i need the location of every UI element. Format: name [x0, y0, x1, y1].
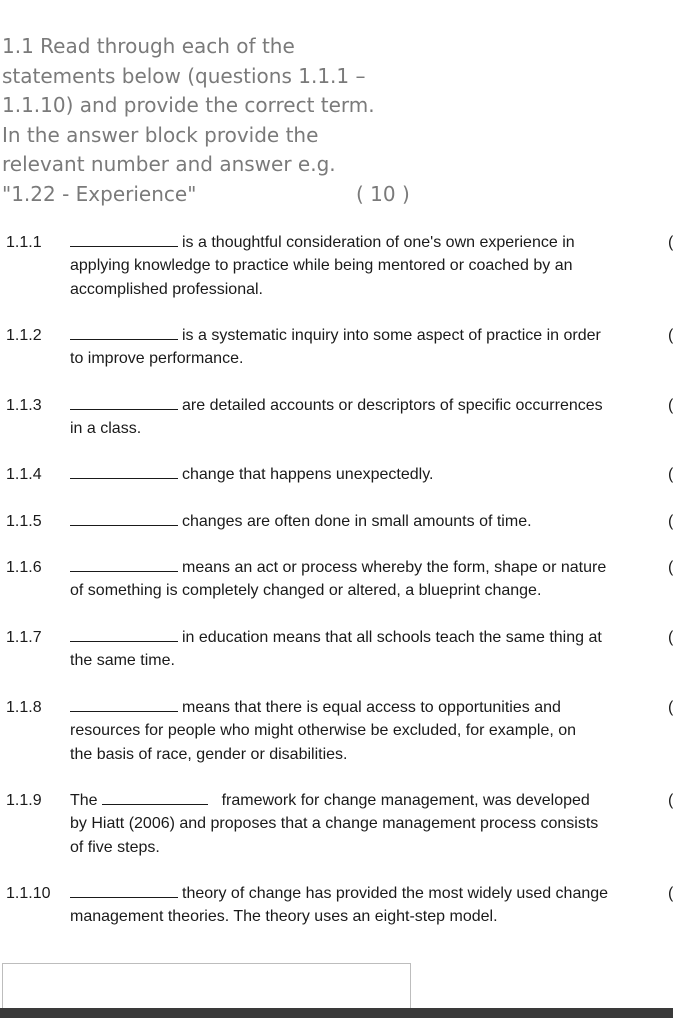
answer-blank: [70, 463, 178, 479]
question-line: of something is completely changed or altered, a blueprint change.: [70, 582, 542, 600]
question-line: is a thoughtful consideration of one's own experience in: [182, 234, 575, 251]
question-text: [70, 231, 653, 301]
question-line: in education means that all schools teach the same thing at: [182, 629, 602, 646]
instruction-line: 1.1 Read through each of the: [2, 34, 295, 58]
mark-bracket: (: [668, 559, 673, 576]
question-text: [70, 324, 653, 371]
answer-blank: [70, 556, 178, 572]
question-line: is a systematic inquiry into some aspect of practice in order: [182, 327, 601, 344]
question-text: [70, 394, 653, 441]
answer-blank: [70, 231, 178, 247]
question-line: accomplished professional.: [70, 280, 263, 298]
instruction-line: statements below (questions 1.1.1 –: [2, 63, 366, 88]
mark-bracket: (: [668, 397, 673, 414]
bottom-bar: [0, 1008, 673, 1018]
question-number: 1.1.1: [6, 234, 42, 251]
question-line: by Hiatt (2006) and proposes that a change management process consists: [70, 815, 599, 833]
question-line: means an act or process whereby the form, shape or nature: [182, 559, 607, 576]
question-line: to improve performance.: [70, 350, 244, 368]
answer-blank: [70, 510, 178, 526]
mark-bracket: (: [668, 629, 673, 646]
question-line: framework for change management, was developed: [221, 792, 590, 809]
question-prefix: The: [70, 792, 98, 809]
question-text: [70, 789, 653, 859]
question-line: resources for people who might otherwise be excluded, for example, on: [70, 722, 577, 740]
question-text: [70, 626, 653, 673]
question-text: [70, 463, 653, 486]
question-number: 1.1.3: [6, 397, 42, 414]
question-line: theory of change has provided the most widely used change: [182, 885, 609, 902]
question-text: [70, 510, 653, 533]
answer-blank: [70, 394, 178, 410]
answer-blank: [102, 789, 208, 805]
question-number: 1.1.8: [6, 699, 42, 716]
question-line: means that there is equal access to opportunities and: [182, 699, 561, 716]
question-line: are detailed accounts or descriptors of specific occurrences: [182, 397, 603, 414]
question-line: the basis of race, gender or disabilities.: [70, 745, 348, 763]
question-text: [70, 882, 653, 929]
question-line: the same time.: [70, 652, 175, 670]
question-number: 1.1.9: [6, 792, 42, 809]
question-number: 1.1.5: [6, 513, 42, 530]
mark-bracket: (: [668, 513, 673, 530]
mark-bracket: (: [668, 792, 673, 809]
question-text: [70, 556, 653, 603]
question-number: 1.1.10: [6, 885, 51, 902]
instruction-line: relevant number and answer e.g.: [2, 152, 336, 176]
mark-bracket: (: [668, 466, 673, 483]
question-number: 1.1.2: [6, 327, 42, 344]
mark-bracket: (: [668, 885, 673, 902]
mark-bracket: (: [668, 699, 673, 716]
answer-blank: [70, 882, 178, 898]
question-line: in a class.: [70, 420, 142, 438]
instruction-line: "1.22 - Experience": [2, 181, 197, 206]
question-number: 1.1.7: [6, 629, 42, 646]
question-line: applying knowledge to practice while being mentored or coached by an: [70, 257, 573, 275]
answer-blank: [70, 626, 178, 642]
mark-bracket: (: [668, 327, 673, 344]
question-number: 1.1.4: [6, 466, 42, 483]
answer-blank: [70, 696, 178, 712]
answer-blank: [70, 324, 178, 340]
question-text: [70, 696, 653, 766]
marks-total: ( 10 ): [356, 182, 410, 206]
instruction-line: 1.1.10) and provide the correct term.: [2, 93, 375, 117]
question-line: of five steps.: [70, 838, 160, 856]
question-line: change that happens unexpectedly.: [182, 466, 434, 483]
mark-bracket: (: [668, 234, 673, 251]
question-line: management theories. The theory uses an eight-step model.: [70, 908, 498, 926]
question-line: changes are often done in small amounts of time.: [182, 513, 532, 530]
question-number: 1.1.6: [6, 559, 42, 576]
answer-input[interactable]: [2, 963, 411, 1013]
instruction-line: In the answer block provide the: [2, 122, 319, 147]
